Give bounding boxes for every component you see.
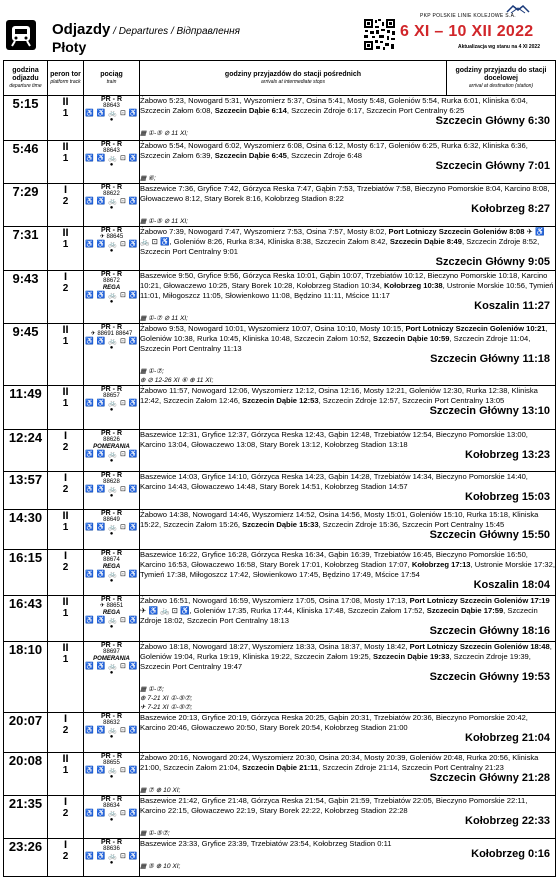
stop-text: Baszewice 16:22, Gryfice 16:28, Górzyca Reska 16:34, Gąbin 16:39, Trzebiatów 16:45, Bieczyno Pomorskie 16:50, Karcino 16:53, Głowaczewo 16:58, Stary Borek 17:01, Kołobrzeg Stadion 17:07, bbox=[140, 550, 528, 569]
train-dot-icon: ● bbox=[109, 624, 114, 630]
platform-track bbox=[48, 839, 84, 877]
col-header-time: godzina odjazdu departure time bbox=[4, 61, 48, 96]
validity-dates: 6 XI – 10 XII 2022 bbox=[400, 23, 534, 40]
stops-cell bbox=[140, 596, 556, 642]
stop-text: Baszewice 21:42, Gryfice 21:48, Górzyca Reska 21:54, Gąbin 21:59, Trzebiatów 22:05, Bieczyno Pomorskie 22:11, Karcino 22:15, Głowaczewo 22:19, Stary Borek 22:22, Kołobrzeg Stadion 22:28 bbox=[140, 796, 528, 815]
train-number: ✈ 88651 bbox=[99, 603, 124, 609]
platform-track bbox=[48, 472, 84, 510]
platform-track bbox=[48, 796, 84, 839]
train-category: PR - R bbox=[101, 596, 122, 603]
train-category: PR - R bbox=[101, 550, 122, 557]
destination: Szczecin Główny 15:50 bbox=[429, 529, 550, 541]
departure-time: 16:43 bbox=[4, 596, 48, 642]
intermediate-stops bbox=[140, 141, 555, 161]
station-name: Płoty bbox=[52, 39, 87, 55]
table-row bbox=[4, 510, 556, 550]
platform-track bbox=[48, 386, 84, 430]
intermediate-stops bbox=[140, 713, 555, 733]
platform: I bbox=[63, 271, 68, 283]
track: 2 bbox=[62, 562, 69, 573]
departure-time: 20:07 bbox=[4, 713, 48, 753]
train-number: 88643 bbox=[103, 103, 120, 109]
platform-track bbox=[48, 510, 84, 550]
train-dot-icon: ● bbox=[109, 493, 114, 499]
stop-text: , Szczecin Zdroje 15:36, Szczecin Port Centralny 15:45 bbox=[318, 520, 505, 529]
company-name: PKP POLSKIE LINIE KOLEJOWE S.A. bbox=[420, 13, 516, 19]
footnote: ⊕ 7-21 XI ①-⑤⑦; bbox=[140, 695, 193, 702]
stop-text: , Szczecin Zdroje 21:14, Szczecin Port Centralny 21:23 bbox=[318, 763, 504, 772]
intermediate-stops bbox=[140, 96, 555, 116]
train-dot-icon: ● bbox=[109, 774, 114, 780]
train-info bbox=[84, 386, 140, 430]
footnote: ▦ ①-⑤ ⊘ 11 XI; bbox=[140, 130, 189, 137]
train-info bbox=[84, 472, 140, 510]
train-number: 88697 bbox=[103, 649, 120, 655]
stops-cell bbox=[140, 184, 556, 227]
intermediate-stops bbox=[140, 642, 555, 672]
train-amenity-icons: ♿ ♿ 🚲 ⊡ ♿ bbox=[84, 198, 138, 205]
table-row bbox=[4, 184, 556, 227]
track: 1 bbox=[62, 336, 69, 347]
departure-time: 7:29 bbox=[4, 184, 48, 227]
table-row bbox=[4, 839, 556, 877]
track: 2 bbox=[62, 196, 69, 207]
table-row bbox=[4, 550, 556, 596]
platform-track bbox=[48, 753, 84, 796]
platform-track bbox=[48, 596, 84, 642]
intermediate-stops bbox=[140, 796, 555, 816]
departure-time: 7:31 bbox=[4, 227, 48, 271]
platform-track bbox=[48, 430, 84, 472]
track: 1 bbox=[62, 522, 69, 533]
stop-text: Baszewice 9:50, Gryfice 9:56, Górzyca Reska 10:01, Gąbin 10:07, Trzebiatów 10:12, Bieczyno Pomorskie 10:18, Karcino 10:21, Głowaczewo 10:25, Stary Borek 10:28, Kołobrzeg Stadion 10:34, bbox=[140, 271, 548, 290]
train-number: 88655 bbox=[103, 760, 120, 766]
stop-text: , Szczecin Zdroje 8:52, Szczecin Port Centralny 9:01 bbox=[140, 237, 540, 256]
train-info bbox=[84, 96, 140, 141]
stops-cell bbox=[140, 550, 556, 596]
table-row bbox=[4, 386, 556, 430]
train-number: 88636 bbox=[103, 846, 120, 852]
platform-track bbox=[48, 184, 84, 227]
stops-cell bbox=[140, 271, 556, 324]
intermediate-stops bbox=[140, 753, 555, 773]
destination: Kołobrzeg 21:04 bbox=[465, 732, 550, 744]
train-number: ✈ 88691 88647 bbox=[90, 331, 133, 337]
train-number: ✈ 88645 bbox=[99, 234, 124, 240]
train-number: 88622 bbox=[103, 191, 120, 197]
train-info bbox=[84, 324, 140, 386]
train-amenity-icons: ♿ ♿ 🚲 ⊡ ♿ bbox=[84, 292, 138, 299]
stop-text: Szczecin Dąbie 12:53 bbox=[242, 396, 319, 405]
stop-text: Żabowo 7:39, Nowogard 7:47, Wyszomierz 7:53, Osina 7:57, Mosty 8:02, bbox=[140, 227, 389, 236]
stops-cell bbox=[140, 642, 556, 713]
platform: II bbox=[62, 96, 69, 108]
stops-cell bbox=[140, 96, 556, 141]
page-title: Odjazdy / Departures / Відправлення bbox=[52, 21, 240, 38]
track: 1 bbox=[62, 239, 69, 250]
destination: Koszalin 11:27 bbox=[474, 300, 550, 312]
stop-text: Kołobrzeg 10:38 bbox=[384, 281, 443, 290]
train-number: 88626 bbox=[103, 437, 120, 443]
stop-text: Żabowo 9:53, Nowogard 10:01, Wyszomierz 10:07, Osina 10:10, Mosty 10:15, bbox=[140, 324, 406, 333]
train-info bbox=[84, 510, 140, 550]
stop-text: Szczecin Dąbie 15:33 bbox=[242, 520, 319, 529]
platform-track bbox=[48, 324, 84, 386]
train-dot-icon: ● bbox=[109, 205, 114, 211]
footnote: ▦ ⑤ ⊕ 10 XI; bbox=[140, 863, 181, 870]
train-dot-icon: ● bbox=[109, 162, 114, 168]
platform-track bbox=[48, 550, 84, 596]
train-info bbox=[84, 227, 140, 271]
table-header-row bbox=[4, 61, 556, 96]
stop-text: Żabowo 16:51, Nowogard 16:59, Wyszomierz 17:05, Osina 17:08, Mosty 17:13, bbox=[140, 596, 410, 605]
stops-cell bbox=[140, 141, 556, 184]
train-amenity-icons: ♿ ♿ 🚲 ⊡ ♿ bbox=[84, 338, 138, 345]
intermediate-stops bbox=[140, 472, 555, 492]
train-dot-icon: ● bbox=[109, 248, 114, 254]
train-category: PR - R bbox=[101, 642, 122, 649]
departure-time: 16:15 bbox=[4, 550, 48, 596]
track: 2 bbox=[62, 851, 69, 862]
stops-cell bbox=[140, 796, 556, 839]
qr-code-icon bbox=[363, 18, 396, 51]
train-name: REGA bbox=[102, 564, 121, 570]
train-amenity-icons: ♿ ♿ 🚲 ⊡ ♿ bbox=[84, 241, 138, 248]
stops-cell bbox=[140, 227, 556, 271]
footnote: ✈ 7-21 XI ①-⑤⑦; bbox=[140, 704, 193, 711]
footnote: ▦ ①-⑦; bbox=[140, 368, 164, 375]
train-name: REGA bbox=[102, 610, 121, 616]
destination: Szczecin Główny 11:18 bbox=[430, 353, 550, 365]
train-dot-icon: ● bbox=[109, 670, 114, 676]
train-amenity-icons: ♿ ♿ 🚲 ⊡ ♿ bbox=[84, 767, 138, 774]
intermediate-stops bbox=[140, 430, 555, 450]
stop-text: Kołobrzeg 17:13 bbox=[411, 560, 471, 569]
platform: I bbox=[63, 472, 68, 484]
table-row bbox=[4, 430, 556, 472]
stop-text: Port Lotniczy Szczecin Goleniów 8:08 bbox=[388, 227, 525, 236]
train-amenity-icons: ♿ ♿ 🚲 ⊡ ♿ bbox=[84, 727, 138, 734]
destination: Kołobrzeg 0:16 bbox=[471, 848, 550, 860]
stops-cell bbox=[140, 430, 556, 472]
train-category: PR - R bbox=[101, 141, 122, 148]
train-info bbox=[84, 839, 140, 877]
destination: Kołobrzeg 8:27 bbox=[471, 203, 550, 215]
train-icon bbox=[6, 20, 36, 50]
platform-track bbox=[48, 642, 84, 713]
stop-text: Żabowo 5:54, Nowogard 6:02, Wyszomierz 6:08, Osina 6:12, Mosty 6:17, Goleniów 6:25, Rurka 6:32, Kliniska 6:36, Szczecin Załom 6:39, bbox=[140, 141, 528, 160]
stop-text: ✈ ♿ 🚲 ⊡ ♿, Goleniów 17:35, Rurka 17:44, Kliniska 17:48, Szczecin Załom 17:52, bbox=[140, 606, 427, 615]
table-row bbox=[4, 713, 556, 753]
stop-text: Szczecin Dąbie 21:11 bbox=[242, 763, 319, 772]
stop-text: Baszewice 14:03, Gryfice 14:10, Górzyca Reska 14:23, Gąbin 14:28, Trzebiatów 14:34, Bieczyno Pomorskie 14:40, Karcino 14:43, Głowaczewo 14:48, Stary Borek 14:51, Kołobrzeg Stadion 14:57 bbox=[140, 472, 528, 491]
platform: I bbox=[63, 839, 68, 851]
stop-text: ✈ ♿ 🚲 ⊡ ♿, Goleniów 8:26, Rurka 8:34, Kliniska 8:38, Szczecin Załom 8:42, bbox=[140, 227, 545, 246]
stop-text: , Szczecin Zdroje 6:17, Szczecin Port Centralny 6:25 bbox=[286, 106, 465, 115]
track: 1 bbox=[62, 608, 69, 619]
train-dot-icon: ● bbox=[109, 117, 114, 123]
stop-text: Szczecin Dąbie 8:49 bbox=[389, 237, 463, 246]
train-amenity-icons: ♿ ♿ 🚲 ⊡ ♿ bbox=[84, 810, 138, 817]
stop-text: Port Lotniczy Szczecin Goleniów 10:21 bbox=[405, 324, 546, 333]
train-category: PR - R bbox=[101, 227, 122, 234]
col-header-destination: godziny przyjazdu do stacji docelowej arrival at destination (station) bbox=[446, 61, 555, 95]
intermediate-stops bbox=[140, 596, 555, 626]
train-category: PR - R bbox=[101, 472, 122, 479]
departure-time: 9:43 bbox=[4, 271, 48, 324]
footnote: ▦ ①-⑦; bbox=[140, 686, 164, 693]
platform: II bbox=[62, 596, 69, 608]
stop-text: , Szczecin Zdroje 18:02, Szczecin Port Centralny 18:13 bbox=[140, 606, 538, 625]
train-category: PR - R bbox=[101, 430, 122, 437]
destination: Szczecin Główny 6:30 bbox=[435, 115, 550, 127]
departure-time: 5:15 bbox=[4, 96, 48, 141]
table-row bbox=[4, 642, 556, 713]
train-number: 88643 bbox=[103, 148, 120, 154]
train-dot-icon: ● bbox=[109, 531, 114, 537]
stop-text: Żabowo 5:23, Nowogard 5:31, Wyszomierz 5:37, Osina 5:41, Mosty 5:48, Goleniów 5:54, Rurka 6:01, Kliniska 6:04, Szczecin Załom 6:08, bbox=[140, 96, 528, 115]
table-row bbox=[4, 596, 556, 642]
table-row bbox=[4, 796, 556, 839]
platform: II bbox=[62, 227, 69, 239]
platform: II bbox=[62, 753, 69, 765]
track: 2 bbox=[62, 725, 69, 736]
table-row bbox=[4, 96, 556, 141]
train-dot-icon: ● bbox=[109, 860, 114, 866]
train-amenity-icons: ♿ ♿ 🚲 ⊡ ♿ bbox=[84, 486, 138, 493]
stops-cell bbox=[140, 386, 556, 430]
destination: Szczecin Główny 21:28 bbox=[429, 772, 550, 784]
col-header-train: pociąg train bbox=[84, 61, 140, 96]
train-category: PR - R bbox=[101, 839, 122, 846]
update-note: Aktualizacja wg stanu na 4 XI 2022 bbox=[458, 44, 540, 50]
train-info bbox=[84, 596, 140, 642]
platform: II bbox=[62, 324, 69, 336]
stop-text: Szczecin Dąbie 19:33 bbox=[373, 652, 450, 661]
departure-time: 12:24 bbox=[4, 430, 48, 472]
train-category: PR - R bbox=[101, 796, 122, 803]
train-amenity-icons: ♿ ♿ 🚲 ⊡ ♿ bbox=[84, 663, 138, 670]
platform: II bbox=[62, 642, 69, 654]
train-amenity-icons: ♿ ♿ 🚲 ⊡ ♿ bbox=[84, 110, 138, 117]
train-category: PR - R bbox=[101, 713, 122, 720]
stop-text: , Goleniów 10:38, Rurka 10:45, Kliniska 10:48, Szczecin Załom 10:52, bbox=[140, 324, 548, 343]
platform: II bbox=[62, 386, 69, 398]
train-number: 88674 bbox=[103, 557, 120, 563]
train-amenity-icons: ♿ ♿ 🚲 ⊡ ♿ bbox=[84, 617, 138, 624]
train-info bbox=[84, 642, 140, 713]
train-dot-icon: ● bbox=[109, 345, 114, 351]
platform: I bbox=[63, 796, 68, 808]
footnote: ▦ ⑦ ⊕ 10 XI; bbox=[140, 787, 181, 794]
train-number: 88672 bbox=[103, 278, 120, 284]
destination: Szczecin Główny 13:10 bbox=[429, 405, 550, 417]
train-info bbox=[84, 713, 140, 753]
stop-text: Port Lotniczy Szczecin Goleniów 17:19 bbox=[409, 596, 550, 605]
stop-text: , Ustronie Morskie 17:32, Tymień 17:38, Miłogoszcz 17:42, Słowienkowo 17:45, Będzino 17:49, Mścice 17:54 bbox=[140, 560, 555, 579]
stop-text: Szczecin Dąbie 6:14 bbox=[214, 106, 287, 115]
train-category: PR - R bbox=[101, 753, 122, 760]
train-number: 88632 bbox=[103, 720, 120, 726]
destination: Kołobrzeg 15:03 bbox=[465, 491, 550, 503]
train-name: POMERANIA bbox=[93, 444, 130, 450]
platform-track bbox=[48, 141, 84, 184]
train-dot-icon: ● bbox=[109, 578, 114, 584]
train-category: PR - R bbox=[101, 510, 122, 517]
departure-time: 9:45 bbox=[4, 324, 48, 386]
destination: Szczecin Główny 18:16 bbox=[429, 625, 550, 637]
stop-text: , Szczecin Zdroje 11:04, Szczecin Port Centralny 11:13 bbox=[140, 334, 531, 353]
platform-track bbox=[48, 271, 84, 324]
train-info bbox=[84, 550, 140, 596]
platform: I bbox=[63, 713, 68, 725]
stops-cell bbox=[140, 839, 556, 877]
destination: Szczecin Główny 7:01 bbox=[435, 160, 550, 172]
platform: I bbox=[63, 430, 68, 442]
track: 1 bbox=[62, 765, 69, 776]
train-info bbox=[84, 184, 140, 227]
stop-text: Baszewice 12:31, Gryfice 12:37, Górzyca Reska 12:43, Gąbin 12:48, Trzebiatów 12:54, Bieczyno Pomorskie 13:00, Karcino 13:04, Głowaczewo 13:08, Stary Borek 13:12, Kołobrzeg Stadion 13:18 bbox=[140, 430, 528, 449]
destination: Kołobrzeg 22:33 bbox=[465, 815, 550, 827]
stops-cell bbox=[140, 753, 556, 796]
train-number: 88649 bbox=[103, 517, 120, 523]
col-header-platform: peron tor platform track bbox=[48, 61, 84, 96]
stop-text: Żabowo 14:38, Nowogard 14:46, Wyszomierz 14:52, Osina 14:56, Mosty 15:01, Goleniów 15:10, Rurka 15:18, Kliniska 15:22, Szczecin Załom 15:26, bbox=[140, 510, 539, 529]
stop-text: , Szczecin Zdroje 6:48 bbox=[286, 151, 363, 160]
destination: Szczecin Główny 9:05 bbox=[435, 256, 550, 268]
platform-track bbox=[48, 227, 84, 271]
stop-text: , Ustronie Morskie 10:56, Tymień 11:01, Miłogoszcz 11:05, Słowienkowo 11:08, Będzino 11:11, Mścice 11:17 bbox=[140, 281, 554, 300]
track: 2 bbox=[62, 442, 69, 453]
track: 2 bbox=[62, 484, 69, 495]
stops-cell bbox=[140, 324, 556, 386]
train-dot-icon: ● bbox=[109, 458, 114, 464]
platform: I bbox=[63, 184, 68, 196]
train-category: PR - R bbox=[101, 271, 122, 278]
intermediate-stops bbox=[140, 386, 555, 406]
track: 2 bbox=[62, 808, 69, 819]
table-row bbox=[4, 472, 556, 510]
stop-text: Baszewice 23:33, Gryfice 23:39, Trzebiatów 23:54, Kołobrzeg Stadion 0:11 bbox=[140, 839, 392, 848]
train-category: PR - R bbox=[101, 184, 122, 191]
intermediate-stops bbox=[140, 510, 555, 530]
train-dot-icon: ● bbox=[109, 817, 114, 823]
intermediate-stops bbox=[140, 271, 555, 301]
stop-text: Port Lotniczy Szczecin Goleniów 18:48 bbox=[409, 642, 550, 651]
departure-time: 18:10 bbox=[4, 642, 48, 713]
table-row bbox=[4, 753, 556, 796]
stop-text: Żabowo 18:18, Nowogard 18:27, Wyszomierz 18:33, Osina 18:37, Mosty 18:42, bbox=[140, 642, 410, 651]
train-name: POMERANIA bbox=[93, 656, 130, 662]
train-info bbox=[84, 796, 140, 839]
departure-time: 11:49 bbox=[4, 386, 48, 430]
stops-cell bbox=[140, 510, 556, 550]
platform-track bbox=[48, 713, 84, 753]
departure-time: 5:46 bbox=[4, 141, 48, 184]
table-row bbox=[4, 227, 556, 271]
train-info bbox=[84, 271, 140, 324]
table-row bbox=[4, 324, 556, 386]
departure-time: 21:35 bbox=[4, 796, 48, 839]
footnote: ▦ ⑥; bbox=[140, 175, 156, 182]
train-info bbox=[84, 141, 140, 184]
train-amenity-icons: ♿ ♿ 🚲 ⊡ ♿ bbox=[84, 571, 138, 578]
train-amenity-icons: ♿ ♿ 🚲 ⊡ ♿ bbox=[84, 524, 138, 531]
header bbox=[0, 0, 558, 58]
stop-text: , Szczecin Zdroje 19:39, Szczecin Port Centralny 19:47 bbox=[140, 652, 531, 671]
platform-track bbox=[48, 96, 84, 141]
train-number: 88634 bbox=[103, 803, 120, 809]
stop-text: Żabowo 20:16, Nowogard 20:24, Wyszomierz 20:30, Osina 20:34, Mosty 20:39, Goleniów 20:48, Rurka 20:56, Kliniska 21:00, Szczecin Załom 21:04, bbox=[140, 753, 539, 772]
departure-time: 23:26 bbox=[4, 839, 48, 877]
train-amenity-icons: ♿ ♿ 🚲 ⊡ ♿ bbox=[84, 451, 138, 458]
track: 2 bbox=[62, 283, 69, 294]
destination: Kołobrzeg 13:23 bbox=[465, 449, 550, 461]
platform: I bbox=[63, 550, 68, 562]
stop-text: Baszewice 7:36, Gryfice 7:42, Górzyca Reska 7:47, Gąbin 7:53, Trzebiatów 7:58, Bieczyno Pomorskie 8:04, Karcino 8:08, Głowaczewo 8:12, Stary Borek 8:16, Kołobrzeg Stadion 8:22 bbox=[140, 184, 550, 203]
stop-text: Szczecin Dąbie 10:59 bbox=[373, 334, 450, 343]
track: 1 bbox=[62, 654, 69, 665]
departure-time: 13:57 bbox=[4, 472, 48, 510]
destination: Koszalin 18:04 bbox=[473, 579, 550, 591]
train-dot-icon: ● bbox=[109, 407, 114, 413]
train-dot-icon: ● bbox=[109, 734, 114, 740]
stops-cell bbox=[140, 472, 556, 510]
intermediate-stops bbox=[140, 550, 555, 580]
train-info bbox=[84, 753, 140, 796]
platform: II bbox=[62, 141, 69, 153]
train-category: PR - R bbox=[101, 386, 122, 393]
table-row bbox=[4, 141, 556, 184]
stop-text: Szczecin Dąbie 17:59 bbox=[426, 606, 504, 615]
stop-text: Baszewice 20:13, Gryfice 20:19, Górzyca Reska 20:25, Gąbin 20:31, Trzebiatów 20:36, Bieczyno Pomorskie 20:42, Karcino 20:46, Głowaczewo 20:50, Stary Borek 20:54, Kołobrzeg Stadion 21:00 bbox=[140, 713, 528, 732]
col-header-stops: godziny przyjazdów do stacji pośrednich arrivals at intermediate stops godziny przyjazdu do stacji docelowej arrival at destination (station) bbox=[140, 61, 556, 96]
intermediate-stops bbox=[140, 184, 555, 204]
stops-cell bbox=[140, 713, 556, 753]
track: 1 bbox=[62, 153, 69, 164]
stop-text: , Szczecin Zdroje 12:57, Szczecin Port Centralny 13:05 bbox=[318, 396, 505, 405]
track: 1 bbox=[62, 108, 69, 119]
train-number: 88628 bbox=[103, 479, 120, 485]
intermediate-stops bbox=[140, 324, 555, 354]
train-category: PR - R bbox=[101, 96, 122, 103]
train-amenity-icons: ♿ ♿ 🚲 ⊡ ♿ bbox=[84, 853, 138, 860]
departure-time: 14:30 bbox=[4, 510, 48, 550]
intermediate-stops bbox=[140, 227, 555, 257]
train-category: PR - R bbox=[101, 324, 122, 331]
train-amenity-icons: ♿ ♿ 🚲 ⊡ ♿ bbox=[84, 155, 138, 162]
footnote: ▦ ①-⑤ ⊘ 11 XI; bbox=[140, 218, 189, 225]
table-row bbox=[4, 271, 556, 324]
destination: Szczecin Główny 19:53 bbox=[429, 671, 550, 683]
timetable bbox=[3, 60, 556, 877]
departure-time: 20:08 bbox=[4, 753, 48, 796]
footnote: ⊕ ⊘ 12-26 XI ⑥ ⊕ 11 XI; bbox=[140, 377, 214, 384]
stop-text: Żabowo 11:57, Nowogard 12:06, Wyszomierz 12:12, Osina 12:16, Mosty 12:21, Goleniów 12:30, Rurka 12:38, Kliniska 12:42, Szczecin Załom 12:46, bbox=[140, 386, 538, 405]
train-name: REGA bbox=[102, 285, 121, 291]
train-number: 88657 bbox=[103, 393, 120, 399]
footnote: ▦ ①-⑦ ⊘ 11 XI; bbox=[140, 315, 189, 322]
track: 1 bbox=[62, 398, 69, 409]
stop-text: Szczecin Dąbie 6:45 bbox=[214, 151, 287, 160]
footnote: ▦ ①-⑤⑦; bbox=[140, 830, 170, 837]
train-amenity-icons: ♿ ♿ 🚲 ⊡ ♿ bbox=[84, 400, 138, 407]
platform: II bbox=[62, 510, 69, 522]
train-dot-icon: ● bbox=[109, 299, 114, 305]
train-info bbox=[84, 430, 140, 472]
stop-text: , Goleniów 19:04, Rurka 19:19, Kliniska 19:22, Szczecin Załom 19:25, bbox=[140, 642, 552, 661]
